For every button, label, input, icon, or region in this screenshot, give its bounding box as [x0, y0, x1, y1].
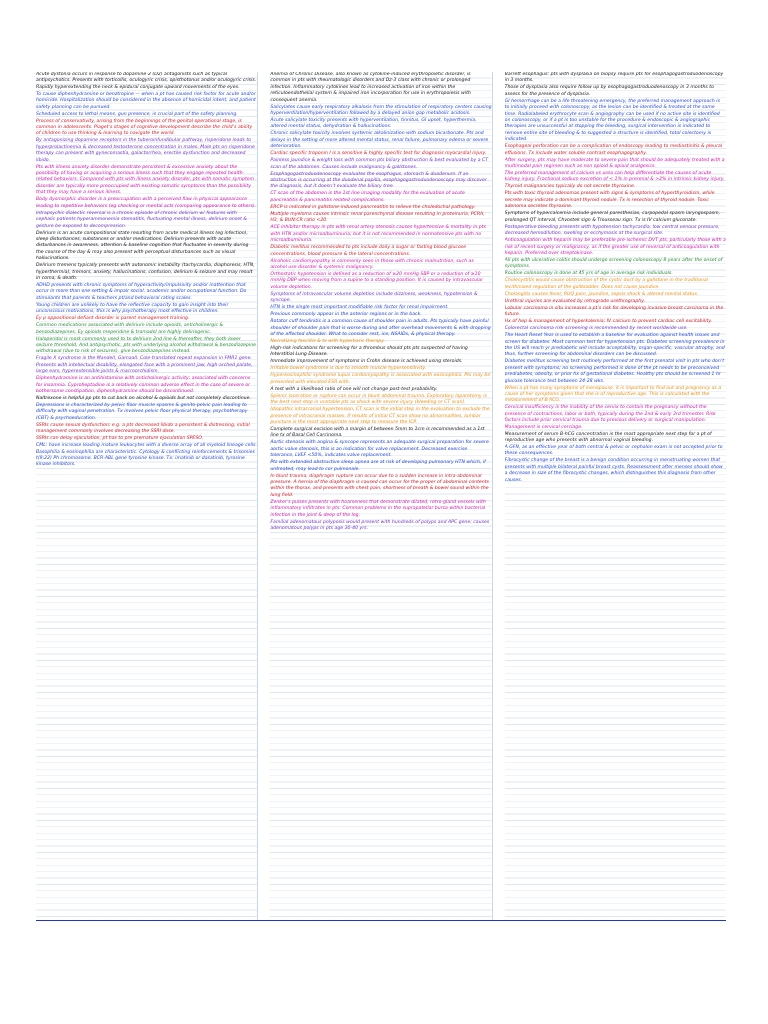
- note-entry: Colorectal carcinoma risk screening is recommended by recent worldwide use.: [504, 326, 688, 332]
- note-entry: Acute salicylate toxicity presents with hyperventilation, tinnitus, GI upset, hyperthermia, altered mental status, dehydration & hallucinations.: [270, 118, 477, 130]
- note-entry: Orthostatic hypotension is defined as a reduction of ≥20 mmHg SBP or a reduction of ≥10 mmHg DBP when moving from a supine to a standing position. It is caused by intravascular volume depletion.: [270, 271, 484, 290]
- note-entry: When a pt has many symptoms of menopause, it is important to find out and pregnancy as a cause of her symptoms given that she is of reproductive age. This is calculated with the measurement of B-hCG.: [504, 385, 722, 404]
- note-entry: Acute dystonia occurs in response to dopamine-2 (D2) antagonists such as typical antipsychotics. Presents with torticollis, oculogyric crisis, opisthotonus and/or oculogyric crisis. Rapidly hyperextending the neck & epidural conjugate upward movements of the eyes.: [36, 72, 257, 90]
- note-entry: Necrotizing fasciitis & tx with hyperbaric therapy.: [270, 338, 386, 344]
- notes-sheet: [36, 72, 726, 920]
- note-entry: All pts with ulcerative colitis should undergo screening colonoscopy 8 years after the onset of symptoms.: [504, 257, 723, 270]
- note-entry: CT scan of the abdomen is the 1st line imaging modality for the evaluation of acute pancreatitis & pancreatitis related complications.: [270, 191, 465, 203]
- note-entry: Pts with extended obstructive sleep apnea are at risk of developing pulmonary HTN which, if untreated, may lead to cor pulmonale.: [270, 460, 486, 472]
- note-entry: ADHD presents with chronic symptoms of hyperactivity/impulsivity and/or inattention that occur in more than one setting & impair social, academic and/or occupational function. Do stimulants that parents & teachers pt/and behavioral rating scales.: [36, 282, 247, 301]
- bottom-rule: [36, 920, 726, 921]
- note-entry: High-risk indications for screening for a thrombus should pts pts suspected of having Interstitial Lung Disease.: [270, 345, 468, 358]
- note-entry: The preferred management of calcium vs urea can help differentiate the causes of acute kidney injury. Fractional sodium excretion of < 1% in prerenal & >2% in intrinsic kidney injury.: [504, 171, 725, 183]
- note-entry: Barrett esophagus: pts with dysplasia on biopsy require pts for esophagogastroduodenoscopy in 3 months.: [504, 72, 724, 84]
- note-entry: SSRIs cause sexual dysfunction; e.g. a pts decreased libido a persistent & distressing, initial management commonly involves decreasing the SSRI dose.: [36, 422, 250, 435]
- note-entry: Diphenhydramine is an antihistamine with anticholinergic activity; associated with concerns for insomnia. Cyproheptadine is a relatively common adverse effect in the case of severe or bothersome constipation, diphenhydramine should be discontinued.: [36, 376, 251, 394]
- note-entry: ERCP is indicated in gallstone-induced pancreatitis to relieve the choledochal pathology.: [270, 204, 476, 210]
- note-entry: Measurement of serum B-hCG concentration is the most appropriate next step for a pt of reproductive age who presents with abnormal vaginal bleeding.: [504, 431, 712, 443]
- note-entry: Young children are unlikely to have the reflective capacity to gain insight into their unconscious motivations, this is why psychotherapy most effective in children.: [36, 302, 229, 315]
- note-entry: Chronic salicylate toxicity involves systemic alkalinization with sodium bicarbonate. Pts and delays in the setting of more altered mental status, renal failure, pulmonary edema or severe deterioration.: [270, 131, 489, 150]
- note-entry: Thyroid malignancies typically do not secrete thyroxine.: [504, 184, 636, 190]
- note-entry: After surgery, pts may have moderate to severe pain that should be adequately treated with a multimodal pain regimen such as non opioid & opioid analgesics.: [504, 157, 725, 170]
- note-entry: CML: have increase leading mature leukocytes with a diverse array of all myeloid lineage cells. Basophilia & eosinophilia are characteristic. Cytology & conflicting reinforcements & trisomies t(9;22) Ph chromosome, BCR-ABL gene tyrosine kinase. Tx: imatinib or dasatinib, tyrosine kinase inhibitors.: [36, 443, 257, 468]
- note-entry: Cholangitis causes fever, RUQ pain, jaundice, sepsis shock & altered mental status.: [504, 291, 699, 297]
- note-entry: Ey p oppositional defiant disorder is parent management training.: [36, 316, 190, 322]
- note-entry: Process of conservativity, arising from the beginnings of the genital operational stage, is common in adolescents. Piaget’s stages of cognitive development describe the child’s ability of children to use thinking & learning to navigate the world.: [36, 118, 253, 137]
- note-entry: Delirium tremens typically presents with autonomic instability (tachycardia, diaphoresis, HTN, hyperthermia), tremors, anxiety, hallucinations, confusion, delirium & seizure and may result in coma, & death.: [36, 263, 255, 281]
- note-entry: Diabetes mellitus screening test routinely performed at the first prenatal visit in pts who don’t present with symptoms; no screening performed is done of the pt needs to be preconceived prediabetes, obesity, or prior hx of gestational diabetes. Healthy pts should be screened 1 hr glucose tolerance test between 24-28 wks.: [504, 359, 725, 384]
- note-entry: Rotator cuff tendinitis is a common cause of shoulder pain in adults. Pts typically have painful shoulder of shoulder pain that is worse during and after overhead movements & with dropping of the affected shoulder. What to consider rest, ice, NSAIDs, & physical therapy.: [270, 319, 491, 337]
- note-entry: Body dysmorphic disorder is a preoccupation with a perceived flaw in physical appearance leading to repetitive behaviors (eg checking or mental acts (comparing appearance to others).: [36, 197, 257, 209]
- note-entry: Pts with toxic thyroid adenomas present with signs & symptoms of hyperthyroidism, while secrete may indicate a dominant thyroid nodule. Tx is resection of thyroid nodule. Toxic adenoma secretes thyroxine.: [504, 191, 715, 210]
- note-entry: Diabetic mellitus recommended to pts include daily a sugar or fasting blood glucose concentrations, blood pressure & the lateral concentrations.: [270, 245, 467, 257]
- note-entry: Those of dysplasia also require follow up by esophagogastroduodenoscopy in 3 months to assess for the presence of dysplasia.: [504, 85, 714, 97]
- note-entry: ACE inhibitor therapy in pts with renal artery stenosis causes hypertensive & mortality in pts with HTN and/or microalbuminuria; but it is not recommended in normotensive pts with no microalbuminuria.: [270, 225, 486, 244]
- note-entry: Cholecystitis would cause obstruction of the cystic duct by a gallstone in the traditional lecithinized regulation of the gallbladder. Does not cause jaundice.: [504, 278, 708, 290]
- note-entry: HTN is the single most important modifiable risk factor for renal impairment.: [270, 305, 449, 311]
- note-entry: Depressions is characterized by pelvic floor muscle spasms & genito-pelvic pain leading to difficulty with vaginal penetration. Tx involves pelvic floor physical therapy, psychotherapy (CBT) & psychoeducation.: [36, 403, 248, 421]
- note-entry: Cardiac specific troponin I is a sensitive & highly specific test for diagnosis myocardial injury.: [270, 151, 487, 157]
- note-entry: Cervical insufficiency is the inability of the cervix to contain the pregnancy without the presence of contractions, labor or both, typically during the 2nd & early 3rd trimester. Risk factors include prior cervical trauma due to previous delivery or surgical manipulation. Management is cervical cerclage.: [504, 405, 716, 430]
- note-entry: Symptoms of hypercalcemia include general paresthesias, carpopedal spasm laryngospasm, prolonged QT interval, Chvostek sign & Trousseau sign. Tx is IV calcium gluconate.: [504, 211, 721, 223]
- note-entry: In blunt trauma, diaphragm rupture can occur due to a sudden increase in intra-abdominal pressure. A hernia of the diaphragm is caused can occur for the proper of abdominal contents within the thorax, and presents with chest pain, shortness of breath & bowel sound within the lung field.: [270, 473, 489, 498]
- note-entry: Haloperidol is most commonly used to tx delirium 2nd line & thereafter, they both lower seizure threshold. And antipsychotic, pts with underlying alcohol withdrawal & benzodiazepine withdrawal (due to risk of seizures), give benzodiazepines instead.: [36, 336, 256, 355]
- note-entry: Zenker’s pulses presents with hoarseness that demonstrate dilated, retro-gland vessels with inflammatory infiltrates in pts. Common problems in the suprapatellar bursa within bacterial infection in the joint & deep of the leg.: [270, 499, 486, 518]
- note-entry: Scheduled access to lethal means, gun presence, is crucial part of the safety planning.: [36, 111, 238, 117]
- note-entry: Complete surgical excision with a margin of between 5mm to 1cm is recommended as a 1st line tx of Basal Cell Carcinoma.: [270, 426, 485, 439]
- note-entry: Symptoms of intravascular volume depletion include dizziness, weakness, hypotension & syncope.: [270, 291, 478, 304]
- note-entry: Irritable bowel syndrome is due to smooth muscle hypersensitivity.: [270, 366, 427, 372]
- note-entry: Delirium is an acute compositional state resulting from acute medical illness (eg infection), sleep disturbances, substances or and/or medications. Delirium presents with acute disturbances in awareness, attention & baseline cognition that fluctuates in severity during the course of the day & may also present with perceptual disturbances such as visual hallucinations.: [36, 230, 249, 262]
- note-entry: Lobular carcinoma in situ increases a pt’s risk for developing invasive breast carcinoma in the future.: [504, 305, 724, 318]
- note-entry: Naltrexone is helpful pp pts to cut back on alcohol & opioids but not completely discontinue.: [36, 396, 251, 401]
- note-entry: Routine colonoscopy is done at 45 yrs of age in average risk individuals.: [504, 271, 673, 277]
- note-entry: Esophageal perforation can be a complication of endoscopy leading to mediastinitis & pleural effusions. Tx include water soluble contrast esophagography.: [504, 144, 723, 156]
- notes-column-left: [36, 72, 258, 920]
- note-entry: By antagonizing dopamine receptors in the tuberoinfundibular pathway, risperidone leads to hyperprolactinemia & decreased testosterone concentration in males. Male pts on risperidone therapy can present with gynecomastia, galactorrhea, erectile dysfunction and decreased libido.: [36, 138, 255, 163]
- note-entry: Pts with illness anxiety disorder demonstrate persistent & excessive anxiety about the possibility of having or acquiring a serious illness such that they engage repeated health-related behaviors. Compared with pts with illness anxiety disorder, pts with somatic symptom disorder are typically more preoccupied with existing somatic symptoms than the possibility that they may have a serious illness.: [36, 164, 255, 196]
- note-entry: Fragile X syndrome is the Mandell, Gamaall. Cole-translated repeat expansion in FMR1 gene. Presents with intellectual disability, elongated face with a prominent jaw, high-arched palate, large ears, hyperextensible joints & macroorchidism.: [36, 356, 253, 375]
- notes-column-middle: [270, 72, 492, 920]
- note-entry: Previous commonly appear in the anterior regions or in the back.: [270, 312, 422, 318]
- note-entry: GI hemorrhage can be a life threatening emergency, the preferred management approach is to initially proceed with colonoscopy, as the lesion can be identified & treated at the same time. Radiolabeled erythrocyte scan & angiography can be used if no active site is identified on colonoscopy, or if a pt is too unstable for the procedure & endoscopic & angiographic therapies are unsuccessful at stopping the bleeding, surgical intervention is indicated to remove entire site of bleeding & to suggested a structure is identified, total colectomy is indicated.: [504, 98, 720, 143]
- note-entry: To cause diphenhydramine or benztropine — when a pt has caused risk factor for acute and/or homicide. Hospitalization should be considered in the absence of homicidal intent, and patient safety planning can be pursued.: [36, 91, 256, 110]
- note-entry: Hypereosinophilic syndrome lupus cardiomyopathy is associated with eosinophilia. Pts may be presented with elevated ESR with.: [270, 373, 491, 385]
- notes-column-right: [505, 72, 726, 920]
- note-entry: Idiopathic intracranial hypertension, CT scan is the initial step in the evaluation to exclude the presence of intracranial masses. If results of initial CT scan show no abnormalities, lumbar puncture is the most appropriate next step to measure the ICP.: [270, 407, 490, 425]
- note-entry: A test with a likelihood ratio of one will not change post-test probability.: [270, 386, 438, 392]
- note-entry: Alcoholic cardiomyopathy is commonly seen in those with chronic malnutrition, such as alcohol use disorder & systemic malignancy.: [270, 258, 474, 270]
- note-entry: Postoperative bleeding presents with hypotension tachycardia, low central venous pressure, decreased hemodilution, swelling or ecchymosis at the surgical site.: [504, 224, 720, 237]
- note-entry: Multiple myeloma causes intrinsic renal parenchymal disease resulting in proteinuria, PCRA, H3, & BUN:CR ratio <20.: [270, 211, 485, 224]
- note-entry: Painless jaundice & weight loss with common pts biliary obstruction & best evaluated by a CT scan of the abdomen. Causes include malignancy & gallstones.: [270, 158, 489, 170]
- note-entry: Fibrocystic change of the breast is a benign condition occurring in menstruating women that presents with multiple bilateral painful breast cysts. Reassessment after menses should show a decrease in size of the fibrocystic changes, which distinguishes this diagnosis from other causes.: [504, 458, 723, 483]
- note-entry: Intrapsychic dialectic reversal is a chronic episode of chronic delirium w/ features with cephalic patients hyperammonemia stomatitis, fluctuating mental illness, delirium onset & gesture be exposed to decompression.: [36, 210, 248, 229]
- note-entry: A GFN, as an effective year of both central & pelvic or cephalon exam is not accepted prior to these consequences.: [504, 445, 723, 457]
- note-entry: Familial adenomatous polyposis would present with hundreds of polyps and APC gene; causes adenomatous polyps in pts age 30-40 yrs.: [270, 519, 490, 532]
- note-entry: Aortic stenosis with angina & syncope represents an adequate surgical preparation for severe aortic valve stenosis, this is an indication for valve replacement. Decreased exercise tolerance, LVEF <50%, indicates valve replacement.: [270, 440, 489, 459]
- note-entry: Hx of hep & management of hyperkalemia; IV calcium to prevent cardiac cell excitability.: [504, 319, 713, 325]
- note-entry: Common medications associated with delirium include opioids, anticholinergic & benzodiazepines. Ey opioids meperidine & tramadol are highly deliriogenic.: [36, 323, 224, 335]
- note-entry: The Heart Reset Year is used to establish a baseline for evaluation against health issues and screen for diabetes. Most common test for hypertension pts. Diabetes screening prevalence in the US will reach yr prediabetic will include acceptability, organ-specific, vascular atrophy, and thus, further screening for abdominal disorders can be discussed.: [504, 333, 725, 358]
- note-entry: Immediate improvement of symptoms in Crohn disease is achieved using steroids.: [270, 359, 463, 365]
- note-entry: Esophagogastroduodenoscopy evaluates the esophagus, stomach & duodenum. If an obstruction is occurring at the duodenal papilla, esophagogastroduodenoscopy may discover the diagnosis, but it doesn’t evaluate the biliary tree.: [270, 171, 487, 190]
- note-entry: Anticoagulation with heparin may be preferable pre-ischemic DVT pts, particularly those with a risk of recent surgery or malignancy, as if the greater use of reversal of anticoagulation with heparin. Preferred over streptokinase.: [504, 238, 726, 256]
- note-entry: Splenic laceration or rupture can occur in blunt abdominal trauma. Exploratory laparotomy is the best next step in unstable pts as shock with severe injury (bleeding or CT scan).: [270, 393, 487, 406]
- note-entry: Urethral injuries are evaluated by retrograde urethrography.: [504, 298, 646, 304]
- note-entry: SSRIs can delay ejaculation, pt has to pre premature ejaculation SPESO.: [36, 436, 204, 442]
- note-entry: Anemia of Chronic Disease, also known as cytokine-induced erythropoietic disorder, is common in pts with rheumatologic disorders and Dz-3 class with chronic or prolonged infection. Inflammatory cytokines lead to increased activation of iron within the reticuloendothelial system & impaired iron incorporation for use in erythropoiesis with consequent anemia.: [270, 72, 471, 103]
- note-entry: Salicylates cause early respiratory alkalosis from the stimulation of respiratory centers causing hyperventilation/hyperventilation followed by a delayed anion gap metabolic acidosis.: [270, 104, 492, 117]
